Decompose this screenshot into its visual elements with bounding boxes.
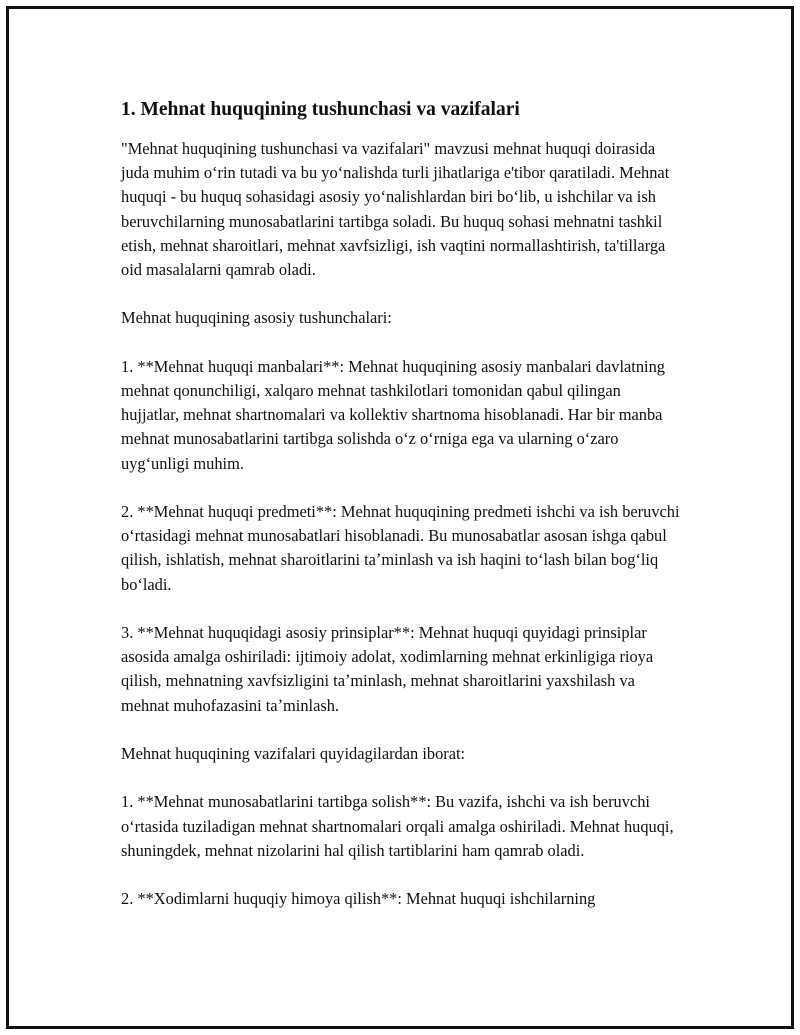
document-body: [121, 95, 681, 936]
paragraph-concept-3: 3. **Mehnat huquqidagi asosiy prinsiplar**: Mehnat huquqi quyidagi prinsiplar asosida amalga oshiriladi: ijtimoiy adolat, xodimlarning mehnat erkinligiga rioya qilish, mehnatning xavfsizligini taʼminlash, mehnat sharoitlarini yaxshilash va mehnat muhofazasini taʼminlash.: [121, 623, 654, 715]
document-title: 1. Mehnat huquqining tushunchasi va vazifalari: [121, 99, 520, 120]
paragraph-task-2: 2. **Xodimlarni huquqiy himoya qilish**: Mehnat huquqi ishchilarning: [121, 889, 596, 909]
paragraph-intro: "Mehnat huquqining tushunchasi va vazifalari" mavzusi mehnat huquqi doirasida juda muhim oʻrin tutadi va bu yoʻnalishda turli jihatlariga e'tibor qaratiladi. Mehnat huquqi - bu huquq sohasidagi asosiy yoʻnalishlardan biri boʻlib, u ishchilar va ish beruvchilarning munosabatlarini tartibga soladi. Bu huquq sohasi mehnatni tashkil etish, mehnat sharoitlari, mehnat xavfsizligi, ish vaqtini normallashtirish, ta'tillarga oid masalalarni qamrab oladi.: [121, 139, 670, 280]
paragraph-concept-2: 2. **Mehnat huquqi predmeti**: Mehnat huquqining predmeti ishchi va ish beruvchi oʻrtasidagi mehnat munosabatlari hisoblanadi. Bu munosabatlar asosan ishga qabul qilish, ishlatish, mehnat sharoitlarini taʼminlash va ish haqini toʻlash bilan bogʻliq boʻladi.: [121, 502, 680, 594]
page-frame: [6, 6, 794, 1029]
paragraph-task-1: 1. **Mehnat munosabatlarini tartibga solish**: Bu vazifa, ishchi va ish beruvchi oʻrtasida tuziladigan mehnat shartnomalari orqali amalga oshiriladi. Mehnat huquqi, shuningdek, mehnat nizolarini hal qilish tartiblarini ham qamrab oladi.: [121, 792, 674, 860]
paragraph-concepts-heading: Mehnat huquqining asosiy tushunchalari:: [121, 308, 392, 328]
paragraph-tasks-heading: Mehnat huquqining vazifalari quyidagilardan iborat:: [121, 744, 466, 763]
paragraph-concept-1: 1. **Mehnat huquqi manbalari**: Mehnat huquqining asosiy manbalari davlatning mehnat qonunchiligi, xalqaro mehnat tashkilotlari tomonidan qabul qilingan hujjatlar, mehnat shartnomalari va kollektiv shartnoma hisoblanadi. Har bir manba mehnat munosabatlarini tartibga solishda oʻz oʻrniga ega va ularning oʻzaro uygʻunligi muhim.: [121, 356, 665, 473]
